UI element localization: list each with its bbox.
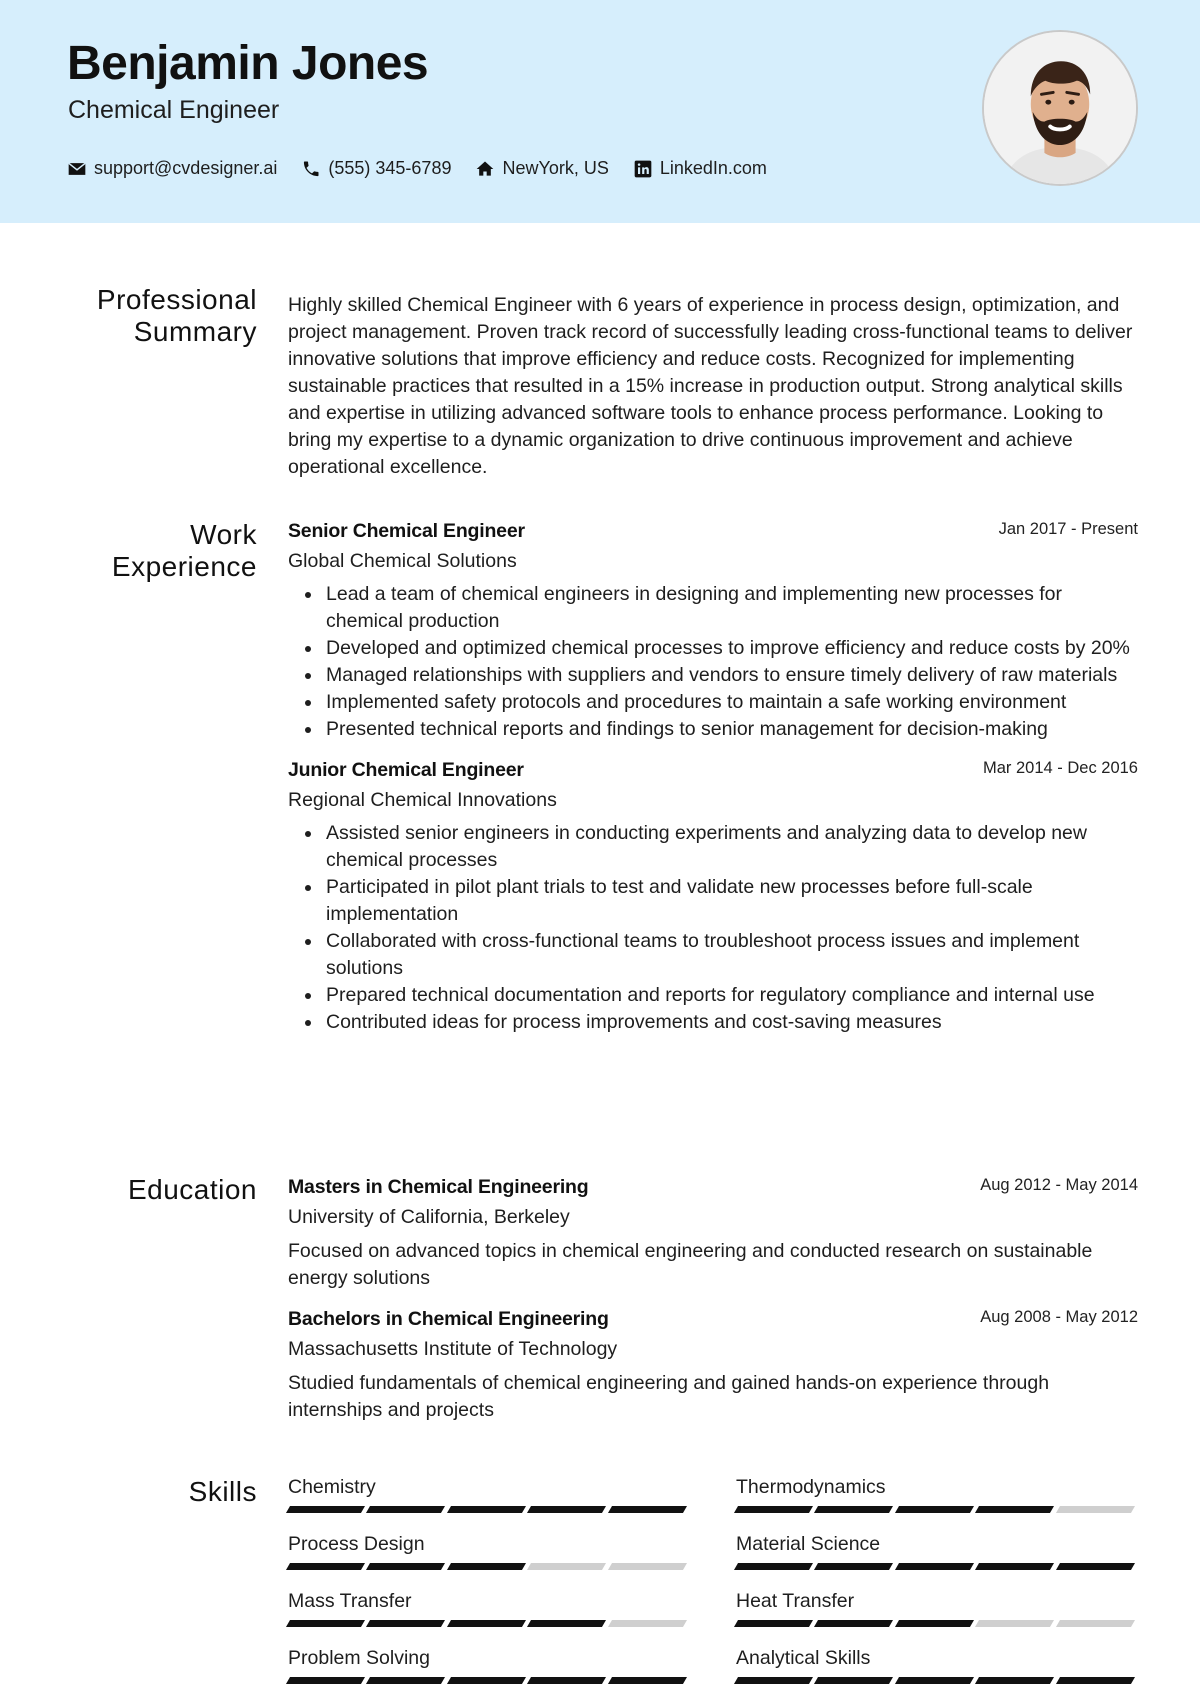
skill-level-filled (734, 1677, 813, 1684)
skill-level-filled (975, 1506, 1054, 1513)
skill-level-filled (814, 1506, 893, 1513)
school-name: Massachusetts Institute of Technology (288, 1338, 618, 1360)
education-description: Studied fundamentals of chemical engineering and gained hands-on experience through internships and projects (288, 1372, 1050, 1421)
list-item: Developed and optimized chemical processes to improve efficiency and reduce costs by 20% (288, 635, 1138, 662)
skill-level-filled (366, 1677, 445, 1684)
skill-level-filled (366, 1563, 445, 1570)
skill-level-filled (286, 1677, 365, 1684)
contact-location (475, 158, 608, 179)
skill-level-filled (734, 1506, 813, 1513)
skill-level-filled (447, 1677, 526, 1684)
skill-item (736, 1474, 1138, 1513)
skill-item (288, 1531, 690, 1570)
skill-item (736, 1588, 1138, 1627)
skill-level-filled (814, 1620, 893, 1627)
skill-level-bar (288, 1677, 690, 1684)
skill-level-filled (1056, 1563, 1135, 1570)
job-dates: Jan 2017 - Present (998, 520, 1138, 538)
education-entry (288, 1308, 1138, 1424)
skill-level-filled (366, 1620, 445, 1627)
job-header (288, 520, 1138, 547)
skill-item (288, 1645, 690, 1684)
job-title: Senior Chemical Engineer (288, 520, 525, 542)
skill-level-bar (736, 1506, 1138, 1513)
contact-email-text: support@cvdesigner.ai (94, 158, 278, 178)
job-title: Junior Chemical Engineer (288, 759, 524, 781)
experience-heading: Work Experience (111, 519, 257, 582)
list-item: Collaborated with cross-functional teams to troubleshoot process issues and implement solutions (288, 928, 1138, 982)
skill-level-empty (975, 1620, 1054, 1627)
job-company: Global Chemical Solutions (288, 550, 517, 572)
skill-level-bar (736, 1563, 1138, 1570)
list-item: Assisted senior engineers in conducting experiments and analyzing data to develop new chemical processes (288, 820, 1138, 874)
skill-level-filled (366, 1506, 445, 1513)
skill-name: Chemistry (288, 1476, 376, 1498)
job-header (288, 759, 1138, 786)
skill-level-filled (286, 1506, 365, 1513)
list-item: Participated in pilot plant trials to test and validate new processes before full-scale implementation (288, 874, 1138, 928)
job-bullets (288, 581, 1138, 743)
skill-level-empty (1056, 1620, 1135, 1627)
skill-name: Thermodynamics (736, 1476, 886, 1498)
skill-name: Material Science (736, 1533, 881, 1555)
contact-linkedin-text: LinkedIn.com (659, 158, 767, 178)
skill-name: Analytical Skills (736, 1647, 871, 1669)
education-heading: Education (127, 1174, 257, 1205)
list-item: Prepared technical documentation and reports for regulatory compliance and internal use (288, 982, 1138, 1009)
job-entry (288, 520, 1138, 743)
contact-location-text: NewYork, US (502, 158, 609, 178)
skill-level-bar (736, 1620, 1138, 1627)
skill-level-filled (895, 1677, 974, 1684)
contact-list (67, 158, 791, 179)
resume-header (0, 0, 1200, 223)
skill-level-bar (288, 1506, 690, 1513)
candidate-role: Chemical Engineer (68, 96, 280, 124)
list-item: Implemented safety protocols and procedures to maintain a safe working environment (288, 689, 1138, 716)
skill-name: Process Design (288, 1533, 425, 1555)
skill-name: Mass Transfer (288, 1590, 412, 1612)
skill-level-filled (608, 1677, 687, 1684)
skill-level-filled (608, 1506, 687, 1513)
education-section (288, 1176, 1138, 1424)
job-bullets (288, 820, 1138, 1036)
job-entry (288, 759, 1138, 1036)
contact-phone-text: (555) 345-6789 (328, 158, 452, 178)
skill-level-filled (447, 1506, 526, 1513)
list-item: Presented technical reports and findings to senior management for decision-making (288, 716, 1138, 743)
skill-level-bar (288, 1563, 690, 1570)
skill-level-filled (975, 1563, 1054, 1570)
phone-icon (301, 159, 321, 179)
skill-item (736, 1645, 1138, 1684)
list-item: Lead a team of chemical engineers in designing and implementing new processes for chemical production (288, 581, 1138, 635)
skill-level-filled (895, 1620, 974, 1627)
skill-level-filled (1056, 1677, 1135, 1684)
contact-email[interactable] (67, 158, 277, 179)
list-item: Contributed ideas for process improvements and cost-saving measures (288, 1009, 1138, 1036)
linkedin-icon (633, 159, 653, 179)
skill-level-filled (975, 1677, 1054, 1684)
summary-heading: Professional Summary (96, 284, 257, 347)
contact-phone[interactable] (301, 158, 451, 179)
skill-level-filled (895, 1506, 974, 1513)
summary-text: Highly skilled Chemical Engineer with 6 years of experience in process design, optimization, and project management. Proven track record of successfully leading cross-functional teams to deliver innovative solutions that improve efficiency and reduce costs. Recognized for implementing sustainable practices that resulted in a 15% increase in production output. Strong analytical skills and expertise in utilizing advanced software tools to enhance process performance. Looking to bring my expertise to a dynamic organization to drive continuous improvement and achieve operational excellence. (288, 294, 1133, 478)
education-description: Focused on advanced topics in chemical engineering and conducted research on sustainable energy solutions (288, 1240, 1093, 1289)
candidate-name: Benjamin Jones (67, 37, 429, 90)
job-dates: Mar 2014 - Dec 2016 (982, 759, 1138, 777)
skill-level-filled (527, 1620, 606, 1627)
skill-level-filled (527, 1677, 606, 1684)
skills-heading: Skills (188, 1476, 257, 1507)
skill-level-filled (447, 1620, 526, 1627)
skill-level-filled (286, 1620, 365, 1627)
skill-level-empty (1056, 1506, 1135, 1513)
degree-title: Masters in Chemical Engineering (288, 1176, 589, 1198)
degree-title: Bachelors in Chemical Engineering (288, 1308, 609, 1330)
contact-linkedin[interactable] (633, 158, 767, 179)
skill-level-filled (814, 1563, 893, 1570)
skill-item (736, 1531, 1138, 1570)
skill-level-empty (608, 1620, 687, 1627)
skill-level-filled (895, 1563, 974, 1570)
skill-name: Problem Solving (288, 1647, 430, 1669)
skill-level-filled (734, 1620, 813, 1627)
profile-photo (982, 30, 1138, 186)
skill-level-filled (527, 1506, 606, 1513)
summary-section (288, 292, 1138, 481)
skill-level-bar (736, 1677, 1138, 1684)
job-company: Regional Chemical Innovations (288, 789, 557, 811)
school-name: University of California, Berkeley (288, 1206, 570, 1228)
education-header (288, 1308, 1138, 1335)
home-icon (475, 159, 495, 179)
education-dates: Aug 2008 - May 2012 (980, 1308, 1138, 1326)
experience-section (288, 520, 1138, 1036)
envelope-icon (67, 159, 87, 179)
skill-level-empty (527, 1563, 606, 1570)
education-header (288, 1176, 1138, 1203)
skill-level-filled (286, 1563, 365, 1570)
skill-level-bar (288, 1620, 690, 1627)
education-entry (288, 1176, 1138, 1292)
skill-item (288, 1588, 690, 1627)
list-item: Managed relationships with suppliers and vendors to ensure timely delivery of raw materials (288, 662, 1138, 689)
skill-name: Heat Transfer (736, 1590, 855, 1612)
skill-level-empty (608, 1563, 687, 1570)
skill-level-filled (447, 1563, 526, 1570)
skill-item (288, 1474, 690, 1513)
skill-level-filled (734, 1563, 813, 1570)
education-dates: Aug 2012 - May 2014 (980, 1176, 1138, 1194)
skill-level-filled (814, 1677, 893, 1684)
